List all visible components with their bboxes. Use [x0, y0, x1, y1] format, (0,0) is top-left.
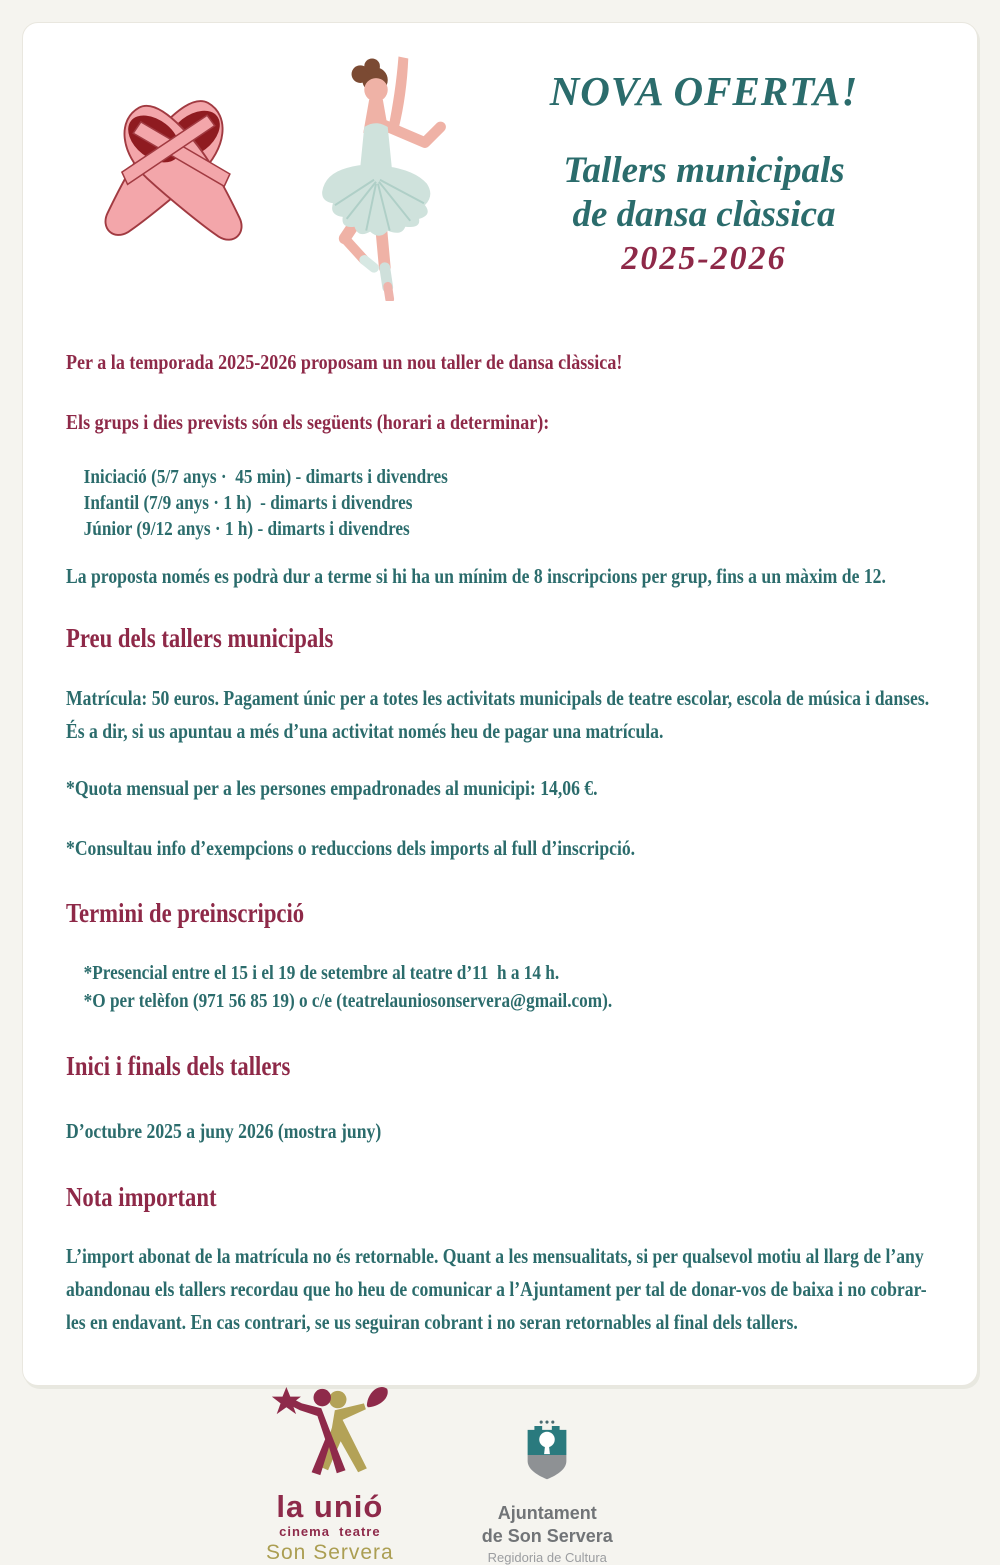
launio-dancers-icon — [266, 1379, 394, 1491]
ajuntament-shield-icon — [482, 1418, 613, 1494]
enrollment-line-presencial: *Presencial entre el 15 i el 19 de setembre al teatre d’11 h a 14 h. — [83, 962, 560, 984]
workshop-title-line1: Tallers municipals — [563, 150, 845, 191]
launio-logo — [266, 1379, 394, 1565]
workshop-title-line2: de dansa clàssica — [572, 193, 836, 235]
enrollment-heading: Termini de preinscripció — [66, 898, 305, 928]
launio-name: la unió — [276, 1489, 384, 1524]
group-item-iniciacio: Iniciació (5/7 anys · 45 min) - dimarts i divendres — [83, 466, 448, 488]
launio-logo-text — [266, 1491, 394, 1565]
price-heading: Preu dels tallers municipals — [66, 623, 334, 653]
exemptions-note: *Consultau info d’exempcions o reduccions dels imports al full d’inscripció. — [66, 836, 636, 860]
intro-paragraph: Per a la temporada 2025-2026 proposam un nou taller de dansa clàssica! — [66, 350, 623, 374]
ajuntament-logo — [482, 1418, 613, 1565]
poster-body — [66, 350, 934, 1565]
schedule-heading: Inici i finals dels tallers — [66, 1051, 291, 1081]
footer-logos — [266, 1379, 934, 1565]
ajuntament-name-line2: de Son Servera — [481, 1525, 613, 1546]
header — [66, 33, 934, 321]
schedule-line: D’octubre 2025 a juny 2026 (mostra juny) — [66, 1119, 382, 1143]
monthly-fee-note: *Quota mensual per a les persones empadronades al municipi: 14,06 €. — [66, 776, 598, 800]
group-item-junior: Júnior (9/12 anys · 1 h) - dimarts i divendres — [83, 518, 410, 540]
groups-intro: Els grups i dies prevists són els següents (horari a determinar): — [66, 410, 550, 434]
enrollment-line-phone: *O per telèfon (971 56 85 19) o c/e (teatrelauniosonservera@gmail.com). — [83, 990, 613, 1012]
group-item-infantil: Infantil (7/9 anys · 1 h) - dimarts i divendres — [83, 492, 413, 514]
important-note-heading: Nota important — [66, 1182, 217, 1212]
group-list — [66, 464, 934, 542]
ballet-shoes-icon — [84, 61, 264, 256]
season-years: 2025-2026 — [621, 240, 787, 278]
ajuntament-department: Regidoria de Cultura — [487, 1550, 607, 1565]
ajuntament-name-line1: Ajuntament — [497, 1503, 597, 1523]
title-block — [474, 33, 934, 278]
offer-headline: NOVA OFERTA! — [549, 68, 859, 114]
enrollment-lines — [66, 959, 934, 1015]
poster-card — [22, 22, 978, 1565]
important-note-paragraph: L’import abonat de la matrícula no és retornable. Quant a les mensualitats, si per qualsevol motiu al llarg de l’any abandonau els tallers recordau que ho heu de comunicar a l’Ajuntament per tal de donar-vos de baixa i no cobrar-les en endavant. En cas contrari, se us seguiran cobrant i no seran retornables al final dels tallers. — [66, 1244, 927, 1334]
launio-subtitle: cinema teatre — [279, 1524, 381, 1539]
launio-town: Son Servera — [266, 1541, 394, 1564]
price-paragraph: Matrícula: 50 euros. Pagament únic per a totes les activitats municipals de teatre escolar, escola de música i danses. És a dir, si us apuntau a més d’una activitat només heu de pagar una matrícula. — [66, 686, 930, 743]
ajuntament-logo-text — [482, 1502, 613, 1565]
ballerina-icon — [278, 37, 474, 306]
min-enrollment-note: La proposta només es podrà dur a terme si hi ha un mínim de 8 inscripcions per grup, fins a un màxim de 12. — [66, 564, 886, 588]
